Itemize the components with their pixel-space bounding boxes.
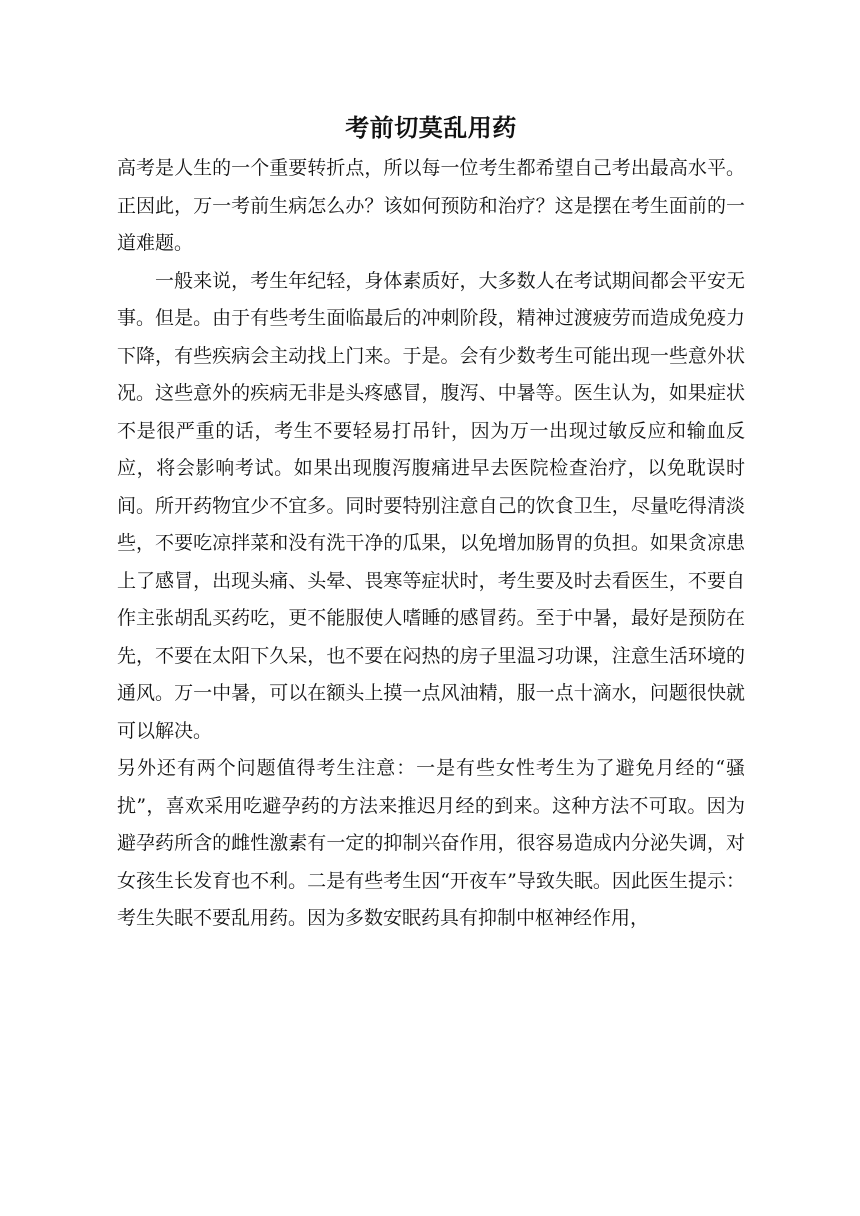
document-body [117,108,745,938]
paragraph-intro: 高考是人生的一个重要转折点，所以每一位考生都希望自己考出最高水平。正因此，万一考前生病怎么办？该如何预防和治疗？这是摆在考生面前的一道难题。 [117,157,745,254]
document-title: 考前切莫乱用药 [345,113,517,142]
paragraph-common-illnesses: 一般来说，考生年纪轻，身体素质好，大多数人在考试期间都会平安无事。但是。由于有些考生面临最后的冲刺阶段，精神过渡疲劳而造成免疫力下降，有些疾病会主动找上门来。于是。会有少数考生可能出现一些意外状况。这些意外的疾病无非是头疼感冒，腹泻、中暑等。医生认为，如果症状不是很严重的话，考生不要轻易打吊针，因为万一出现过敏反应和输血反应，将会影响考试。如果出现腹泻腹痛进早去医院检查治疗，以免耽误时间。所开药物宜少不宜多。同时要特别注意自己的饮食卫生，尽量吃得清淡些，不要吃凉拌菜和没有洗干净的瓜果，以免增加肠胃的负担。如果贪凉患上了感冒，出现头痛、头晕、畏寒等症状时，考生要及时去看医生，不要自作主张胡乱买药吃，更不能服使人嗜睡的感冒药。至于中暑，最好是预防在先，不要在太阳下久呆，也不要在闷热的房子里温习功课，注意生活环境的通风。万一中暑，可以在额头上摸一点风油精，服一点十滴水，问题很快就可以解决。 [117,269,745,742]
paragraph-other-issues: 另外还有两个问题值得考生注意：一是有些女性考生为了避免月经的“骚扰”，喜欢采用吃避孕药的方法来推迟月经的到来。这种方法不可取。因为避孕药所含的雌性激素有一定的抑制兴奋作用，很容易造成内分泌失调，对女孩生长发育也不利。二是有些考生因“开夜车”导致失眠。因此医生提示：考生失眠不要乱用药。因为多数安眠药具有抑制中枢神经作用， [117,757,745,929]
